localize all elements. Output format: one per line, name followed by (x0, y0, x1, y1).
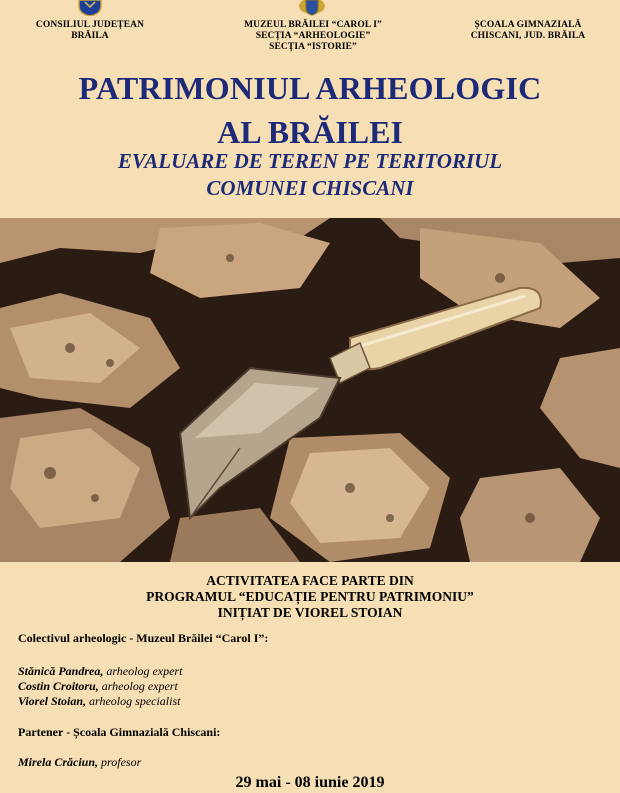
trowel-on-stones-photo (0, 218, 620, 562)
subtitle-line1: EVALUARE DE TEREN PE TERITORIUL (117, 149, 503, 173)
team-member (18, 694, 180, 709)
school-line2: CHISCANI, JUD. BRĂILA (470, 31, 586, 41)
member-role: arheolog expert (98, 679, 178, 693)
activity-line1: ACTIVITATEA FACE PARTE DIN (206, 573, 414, 588)
member-role: arheolog specialist (86, 694, 181, 708)
museum-header (228, 20, 398, 53)
subtitle-line2: COMUNEI CHISCANI (206, 176, 414, 200)
team-member (18, 679, 178, 694)
activity-line2: PROGRAMUL “EDUCAȚIE PENTRU PATRIMONIU” (146, 589, 474, 604)
member-name: Viorel Stoian, (18, 694, 87, 708)
county-council-line1: CONSILIUL JUDEȚEAN (35, 20, 145, 30)
member-name: Stănică Pandrea, (18, 664, 104, 678)
county-council-header (20, 20, 160, 42)
partner-member (18, 755, 141, 770)
main-title-line1: PATRIMONIUL ARHEOLOGIC (78, 70, 542, 106)
partner-heading: Partener - Școala Gimnazială Chiscani: (18, 725, 221, 739)
activity-line3: INIȚIAT DE VIOREL STOIAN (217, 605, 403, 620)
school-line1: ȘCOALA GIMNAZIALĂ (474, 20, 582, 30)
member-role: arheolog expert (103, 664, 183, 678)
county-crest-icon (77, 0, 103, 16)
museum-crest-icon (297, 0, 327, 16)
member-role: profesor (98, 755, 142, 769)
museum-line2: SECȚIA “ARHEOLOGIE” (255, 31, 371, 41)
museum-line3: SECȚIA “ISTORIE” (269, 42, 357, 52)
main-title-line2: AL BRĂILEI (217, 114, 403, 150)
museum-line1: MUZEUL BRĂILEI “CAROL I” (244, 20, 382, 30)
team-member (18, 664, 182, 679)
member-name: Mirela Crăciun, (18, 755, 99, 769)
county-council-line2: BRĂILA (71, 31, 109, 41)
school-header (448, 20, 608, 42)
team-heading: Colectivul arheologic - Muzeul Brăilei “Carol I”: (18, 631, 269, 645)
member-name: Costin Croitoru, (18, 679, 99, 693)
event-dates: 29 mai - 08 iunie 2019 (235, 774, 385, 791)
